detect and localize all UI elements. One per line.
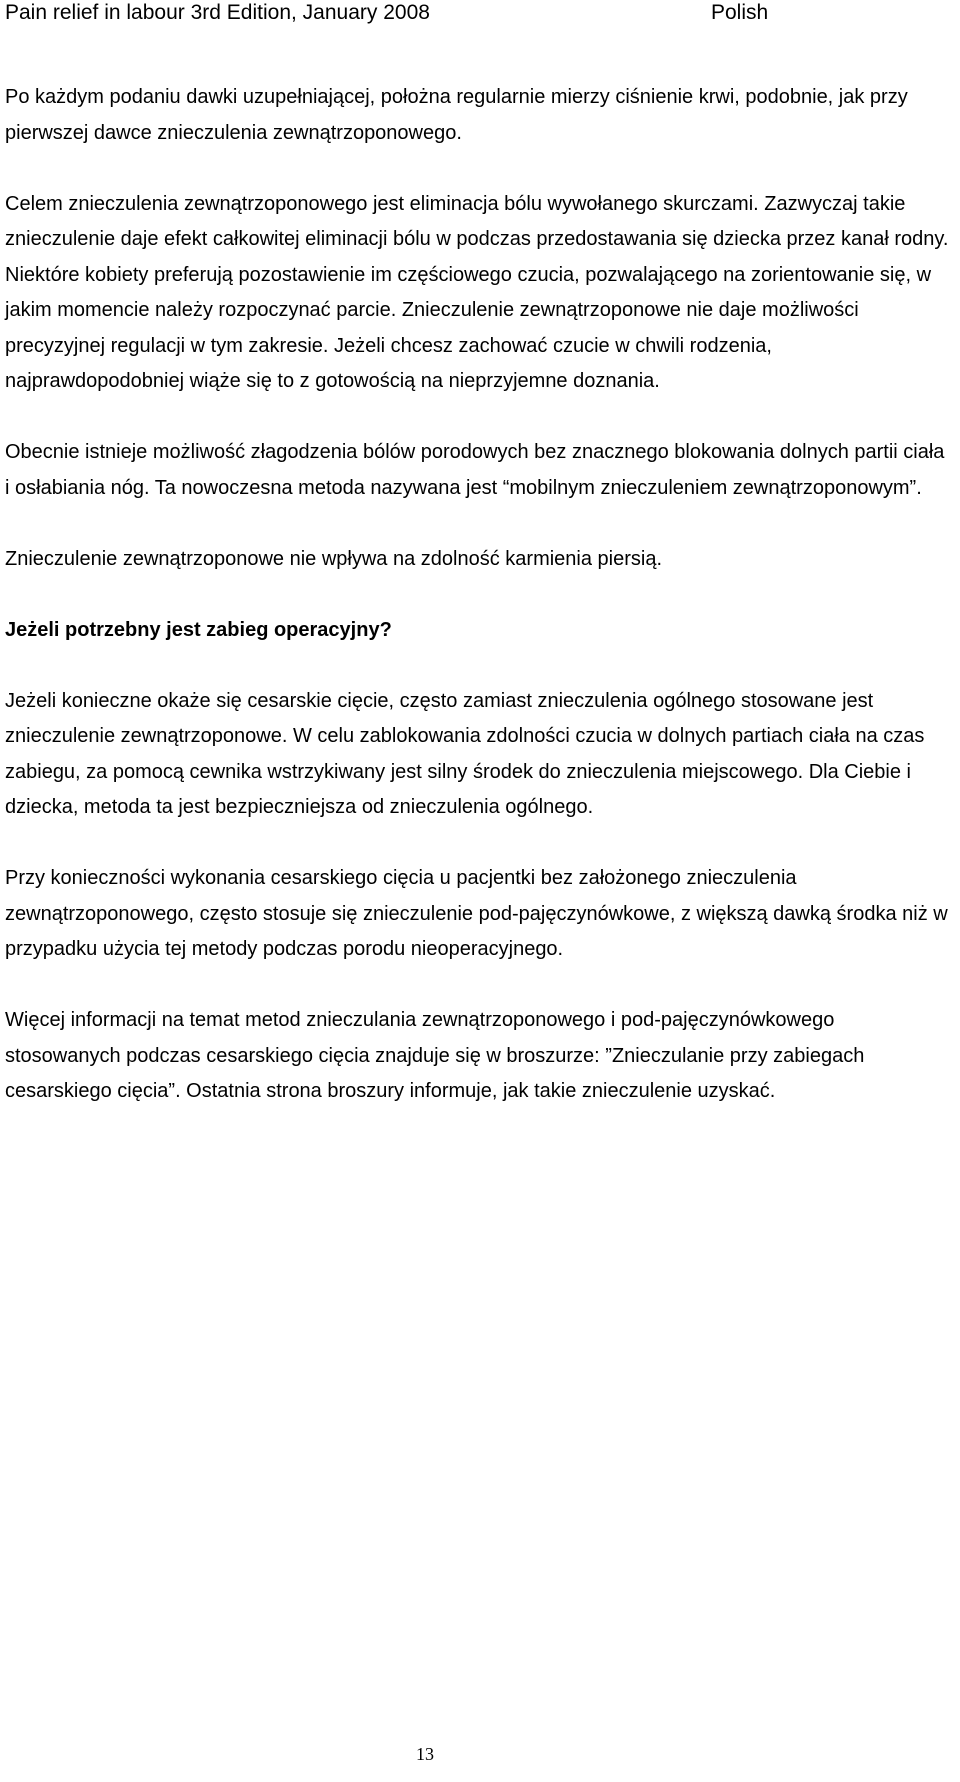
paragraph-breastfeeding: Znieczulenie zewnątrzoponowe nie wpływa na zdolność karmienia piersią. — [5, 547, 663, 570]
document-body — [5, 80, 950, 1145]
paragraph-mobile-epidural: Obecnie istnieje możliwość złagodzenia bólów porodowych bez znacznego blokowania dolnych partii ciała i osłabiania nóg. Ta nowoczesna metoda nazywana jest “mobilnym znieczuleniem zewnątrzoponowym”. — [5, 441, 945, 499]
paragraph-epidural-goal: Celem znieczulenia zewnątrzoponowego jest eliminacja bólu wywołanego skurczami. Zazwyczaj takie znieczulenie daje efekt całkowitej eliminacji bólu w podczas przedostawania się dziecka przez kanał rodny. Niektóre kobiety preferują pozostawienie im częściowego czucia, pozwalającego na zorientowanie się, w jakim momencie należy rozpoczynać parcie. Znieczulenie zewnątrzoponowe nie daje możliwości precyzyjnej regulacji w tym zakresie. Jeżeli chcesz zachować czucie w chwili rodzenia, najprawdopodobniej wiąże się to z gotowością na nieprzyjemne doznania. — [5, 192, 949, 392]
paragraph-more-information: Więcej informacji na temat metod znieczulania zewnątrzoponowego i pod-pajęczynówkowego stosowanych podczas cesarskiego cięcia znajduje się w broszurze: ”Znieczulanie przy zabiegach cesarskiego cięcia”. Ostatnia strona broszury informuje, jak takie znieczulenie uzyskać. — [5, 1009, 865, 1102]
document-title: Pain relief in labour 3rd Edition, January 2008 — [5, 1, 430, 24]
paragraph-spinal-anaesthesia: Przy konieczności wykonania cesarskiego cięcia u pacjentki bez założonego znieczulenia zewnątrzoponowego, często stosuje się znieczulenie pod-pajęczynówkowe, z większą dawką środka niż w przypadku użycia tej metody podczas porodu nieoperacyjnego. — [5, 867, 948, 960]
section-heading-surgery: Jeżeli potrzebny jest zabieg operacyjny? — [5, 618, 392, 641]
page-number: 13 — [416, 1744, 434, 1764]
paragraph-caesarean-epidural: Jeżeli konieczne okaże się cesarskie cięcie, często zamiast znieczulenia ogólnego stosowane jest znieczulenie zewnątrzoponowe. W celu zablokowania zdolności czucia w dolnych partiach ciała na czas zabiegu, za pomocą cewnika wstrzykiwany jest silny środek do znieczulenia miejscowego. Dla Ciebie i dziecka, metoda ta jest bezpieczniejsza od znieczulenia ogólnego. — [5, 689, 925, 818]
document-language: Polish — [711, 1, 769, 24]
paragraph-top-up-dose: Po każdym podaniu dawki uzupełniającej, położna regularnie mierzy ciśnienie krwi, podobnie, jak przy pierwszej dawce znieczulenia zewnątrzoponowego. — [5, 86, 908, 144]
page-header — [5, 0, 955, 30]
